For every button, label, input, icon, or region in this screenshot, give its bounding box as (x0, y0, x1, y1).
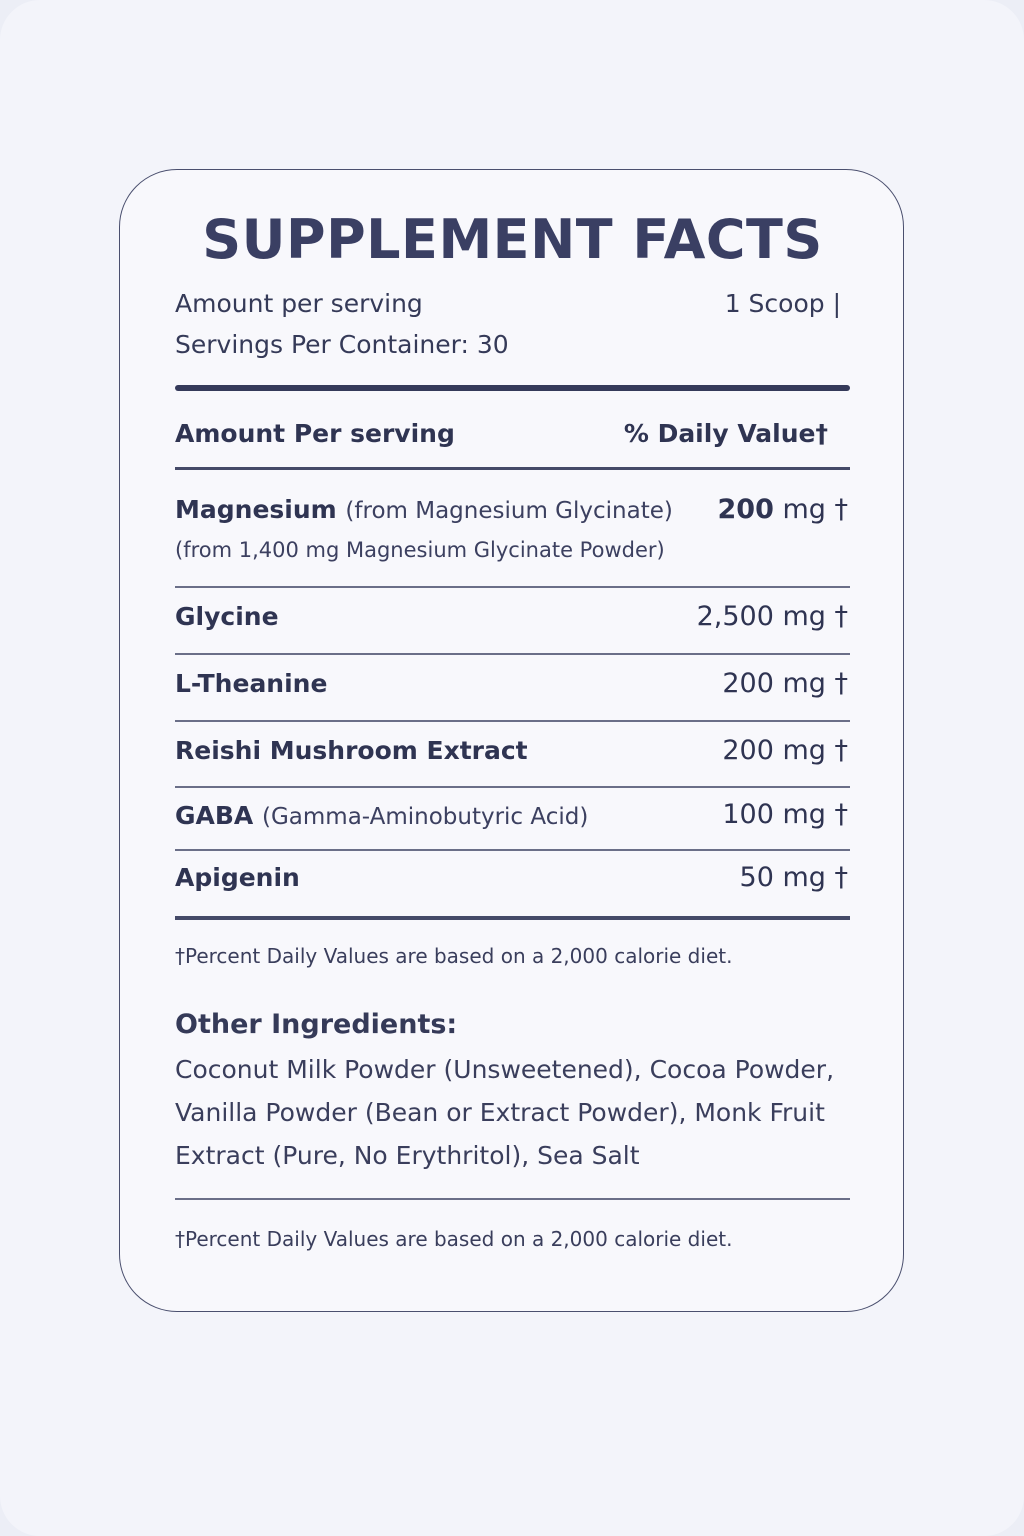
ingredient-amount-l-theanine: 200 mg † (722, 668, 848, 699)
ingredient-name-reishi: Reishi Mushroom Extract (175, 736, 528, 765)
row-divider (175, 786, 850, 788)
ingredient-row-gaba (175, 801, 588, 830)
ingredient-amount-gaba: 100 mg † (722, 799, 848, 830)
ingredient-note: (from Magnesium Glycinate) (345, 498, 673, 524)
ingredient-name: GABA (175, 801, 254, 830)
ingredient-name-glycine: Glycine (175, 602, 279, 631)
ingredient-amount-reishi: 200 mg † (722, 735, 848, 766)
divider-header (175, 467, 850, 470)
other-ingredients-heading: Other Ingredients: (175, 1009, 458, 1040)
ingredient-name-l-theanine: L-Theanine (175, 669, 328, 698)
row-divider (175, 849, 850, 851)
row-divider (175, 653, 850, 655)
serving-size-value: 1 Scoop | (724, 289, 841, 318)
ingredient-name: Magnesium (175, 495, 337, 524)
footnote-daily-value-2: †Percent Daily Values are based on a 2,000 calorie diet. (175, 1227, 733, 1251)
amount-unit: mg † (782, 494, 848, 525)
column-header-daily-value: % Daily Value† (623, 419, 828, 448)
amount-bold: 200 (717, 494, 774, 525)
row-divider (175, 720, 850, 722)
servings-per-container: Servings Per Container: 30 (175, 330, 509, 359)
ingredient-amount-apigenin: 50 mg † (739, 862, 848, 893)
ingredient-amount-glycine: 2,500 mg † (696, 601, 848, 632)
other-ingredients-list: Coconut Milk Powder (Unsweetened), Cocoa Powder, Vanilla Powder (Bean or Extract Powder), Monk Fruit Extract (Pure, No Erythritol), Sea Salt (175, 1055, 835, 1170)
ingredient-note: (Gamma-Aminobutyric Acid) (262, 804, 589, 830)
column-header-amount: Amount Per serving (175, 419, 455, 448)
amount-per-serving-label: Amount per serving (175, 289, 423, 318)
row-divider (175, 586, 850, 588)
footnote-daily-value: †Percent Daily Values are based on a 2,000 calorie diet. (175, 944, 733, 968)
panel-title: SUPPLEMENT FACTS (202, 208, 823, 271)
supplement-facts-panel (119, 169, 904, 1312)
divider-bottom (175, 916, 850, 920)
divider-footer (175, 1198, 850, 1200)
ingredient-row-magnesium (175, 495, 673, 524)
divider-thick-top (175, 385, 850, 391)
ingredient-name-apigenin: Apigenin (175, 863, 300, 892)
ingredient-subnote: (from 1,400 mg Magnesium Glycinate Powder) (175, 538, 665, 562)
ingredient-amount-magnesium (718, 494, 849, 525)
